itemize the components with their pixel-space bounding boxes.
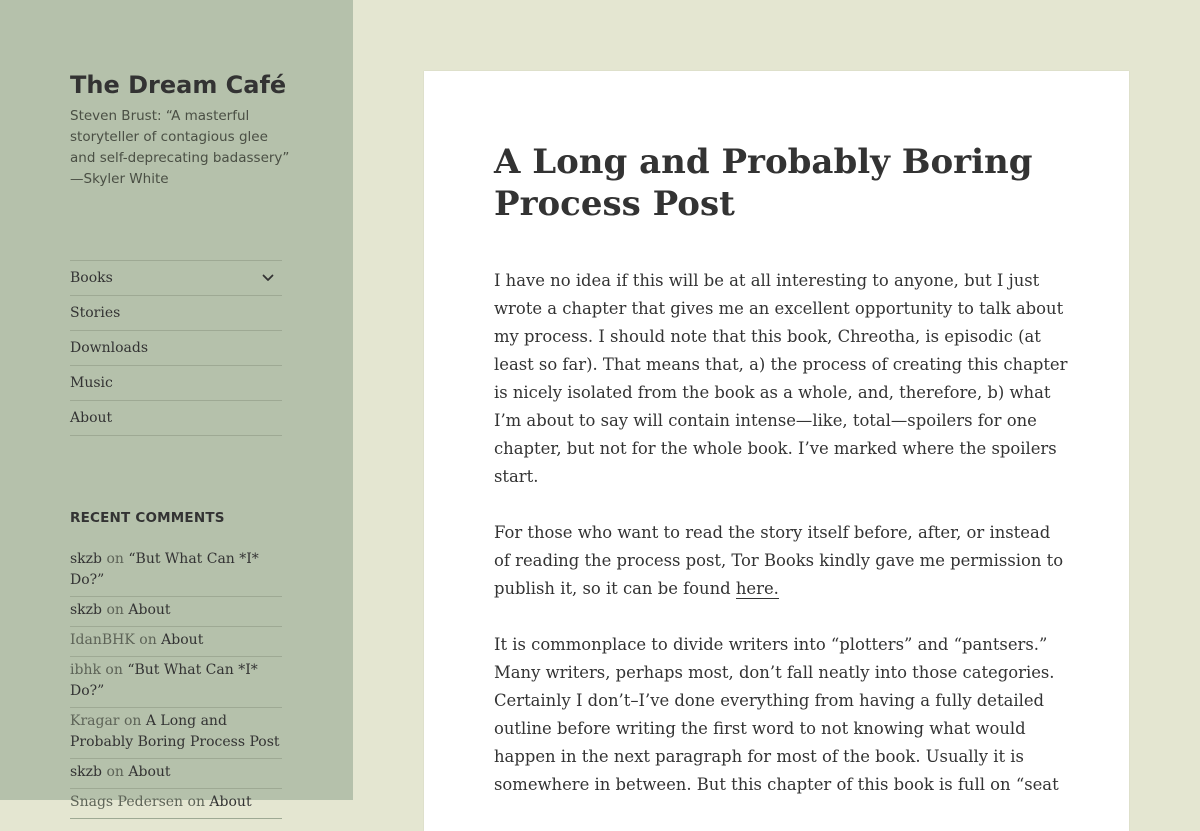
nav-item-music[interactable] <box>70 366 282 401</box>
recent-comments-list <box>70 546 282 819</box>
comment-on: on <box>187 794 205 810</box>
nav-item-stories[interactable] <box>70 296 282 331</box>
comment-item <box>70 657 282 708</box>
comment-post-link[interactable]: “But What Can *I* Do?” <box>70 662 258 699</box>
nav-item-downloads[interactable] <box>70 331 282 366</box>
post-paragraph: I have no idea if this will be at all interesting to anyone, but I just wrote a chapter that gives me an excellent opportunity to talk about my process. I should note that this book, Chreotha, is episodic (at least so far). That means that, a) the process of creating this chapter is nicely isolated from the book as a whole, and, therefore, b) what I’m about to say will contain intense—like, total—spoilers for one chapter, but not for the whole book. I’ve marked where the spoilers start. <box>494 271 1068 486</box>
paragraph-text: For those who want to read the story itself before, after, or instead of reading the process post, Tor Books kindly gave me permission to publish it, so it can be found <box>494 523 1064 598</box>
comment-author: IdanBHK <box>70 632 135 648</box>
recent-comments-title: RECENT COMMENTS <box>70 510 225 526</box>
comment-item <box>70 546 282 597</box>
comment-on: on <box>106 764 124 780</box>
comment-on: on <box>106 602 124 618</box>
comment-item <box>70 597 282 627</box>
comment-post-link[interactable]: About <box>128 602 171 618</box>
comment-author[interactable]: skzb <box>70 551 103 567</box>
comment-author: ibhk <box>70 662 101 678</box>
nav-item-label[interactable]: Books <box>70 270 113 286</box>
comment-on: on <box>106 551 124 567</box>
post-article <box>424 71 1129 831</box>
comment-post-link[interactable]: About <box>128 764 171 780</box>
chevron-down-icon[interactable] <box>254 261 282 295</box>
comment-post-link[interactable]: About <box>209 794 252 810</box>
site-title[interactable]: The Dream Café <box>70 71 287 99</box>
comment-on: on <box>105 662 123 678</box>
nav-item-label[interactable]: Music <box>70 375 113 391</box>
nav-item-about[interactable] <box>70 401 282 436</box>
comment-author: Snags Pedersen <box>70 794 184 810</box>
comment-post-link[interactable]: A Long and Probably Boring Process Post <box>70 713 280 750</box>
post-paragraph: It is commonplace to divide writers into “plotters” and “pantsers.” Many writers, perhaps most, don’t fall neatly into those categories. Certainly I don’t–I’ve done everything from having a fully detailed outline before writing the first word to not knowing what would happen in the next paragraph for most of the book. Usually it is somewhere in between. But this chapter of this book is full on “seat <box>494 635 1059 794</box>
comment-on: on <box>123 713 142 729</box>
main-navigation <box>70 260 282 436</box>
comment-author: Kragar <box>70 713 120 729</box>
sidebar <box>0 0 353 810</box>
nav-item-label[interactable]: Downloads <box>70 340 149 356</box>
post-paragraph <box>494 519 1068 603</box>
nav-item-label[interactable]: About <box>70 410 113 426</box>
comment-author[interactable]: skzb <box>70 602 103 618</box>
comment-author[interactable]: skzb <box>70 764 103 780</box>
post-title[interactable]: A Long and Probably Boring Process Post <box>494 142 1033 224</box>
comment-post-link[interactable]: “But What Can *I* Do?” <box>70 551 259 588</box>
site-description: Steven Brust: “A masterful storyteller of contagious glee and self-deprecating badassery” —Skyler White <box>70 108 290 187</box>
comment-on: on <box>139 632 157 648</box>
comment-item <box>70 759 282 789</box>
post-body <box>494 267 1068 827</box>
story-link[interactable]: here. <box>735 579 779 598</box>
comment-item <box>70 627 282 657</box>
comment-post-link[interactable]: About <box>161 632 204 648</box>
comment-item <box>70 708 282 759</box>
nav-item-label[interactable]: Stories <box>70 305 121 321</box>
nav-item-books[interactable] <box>70 261 282 296</box>
comment-item <box>70 789 282 819</box>
